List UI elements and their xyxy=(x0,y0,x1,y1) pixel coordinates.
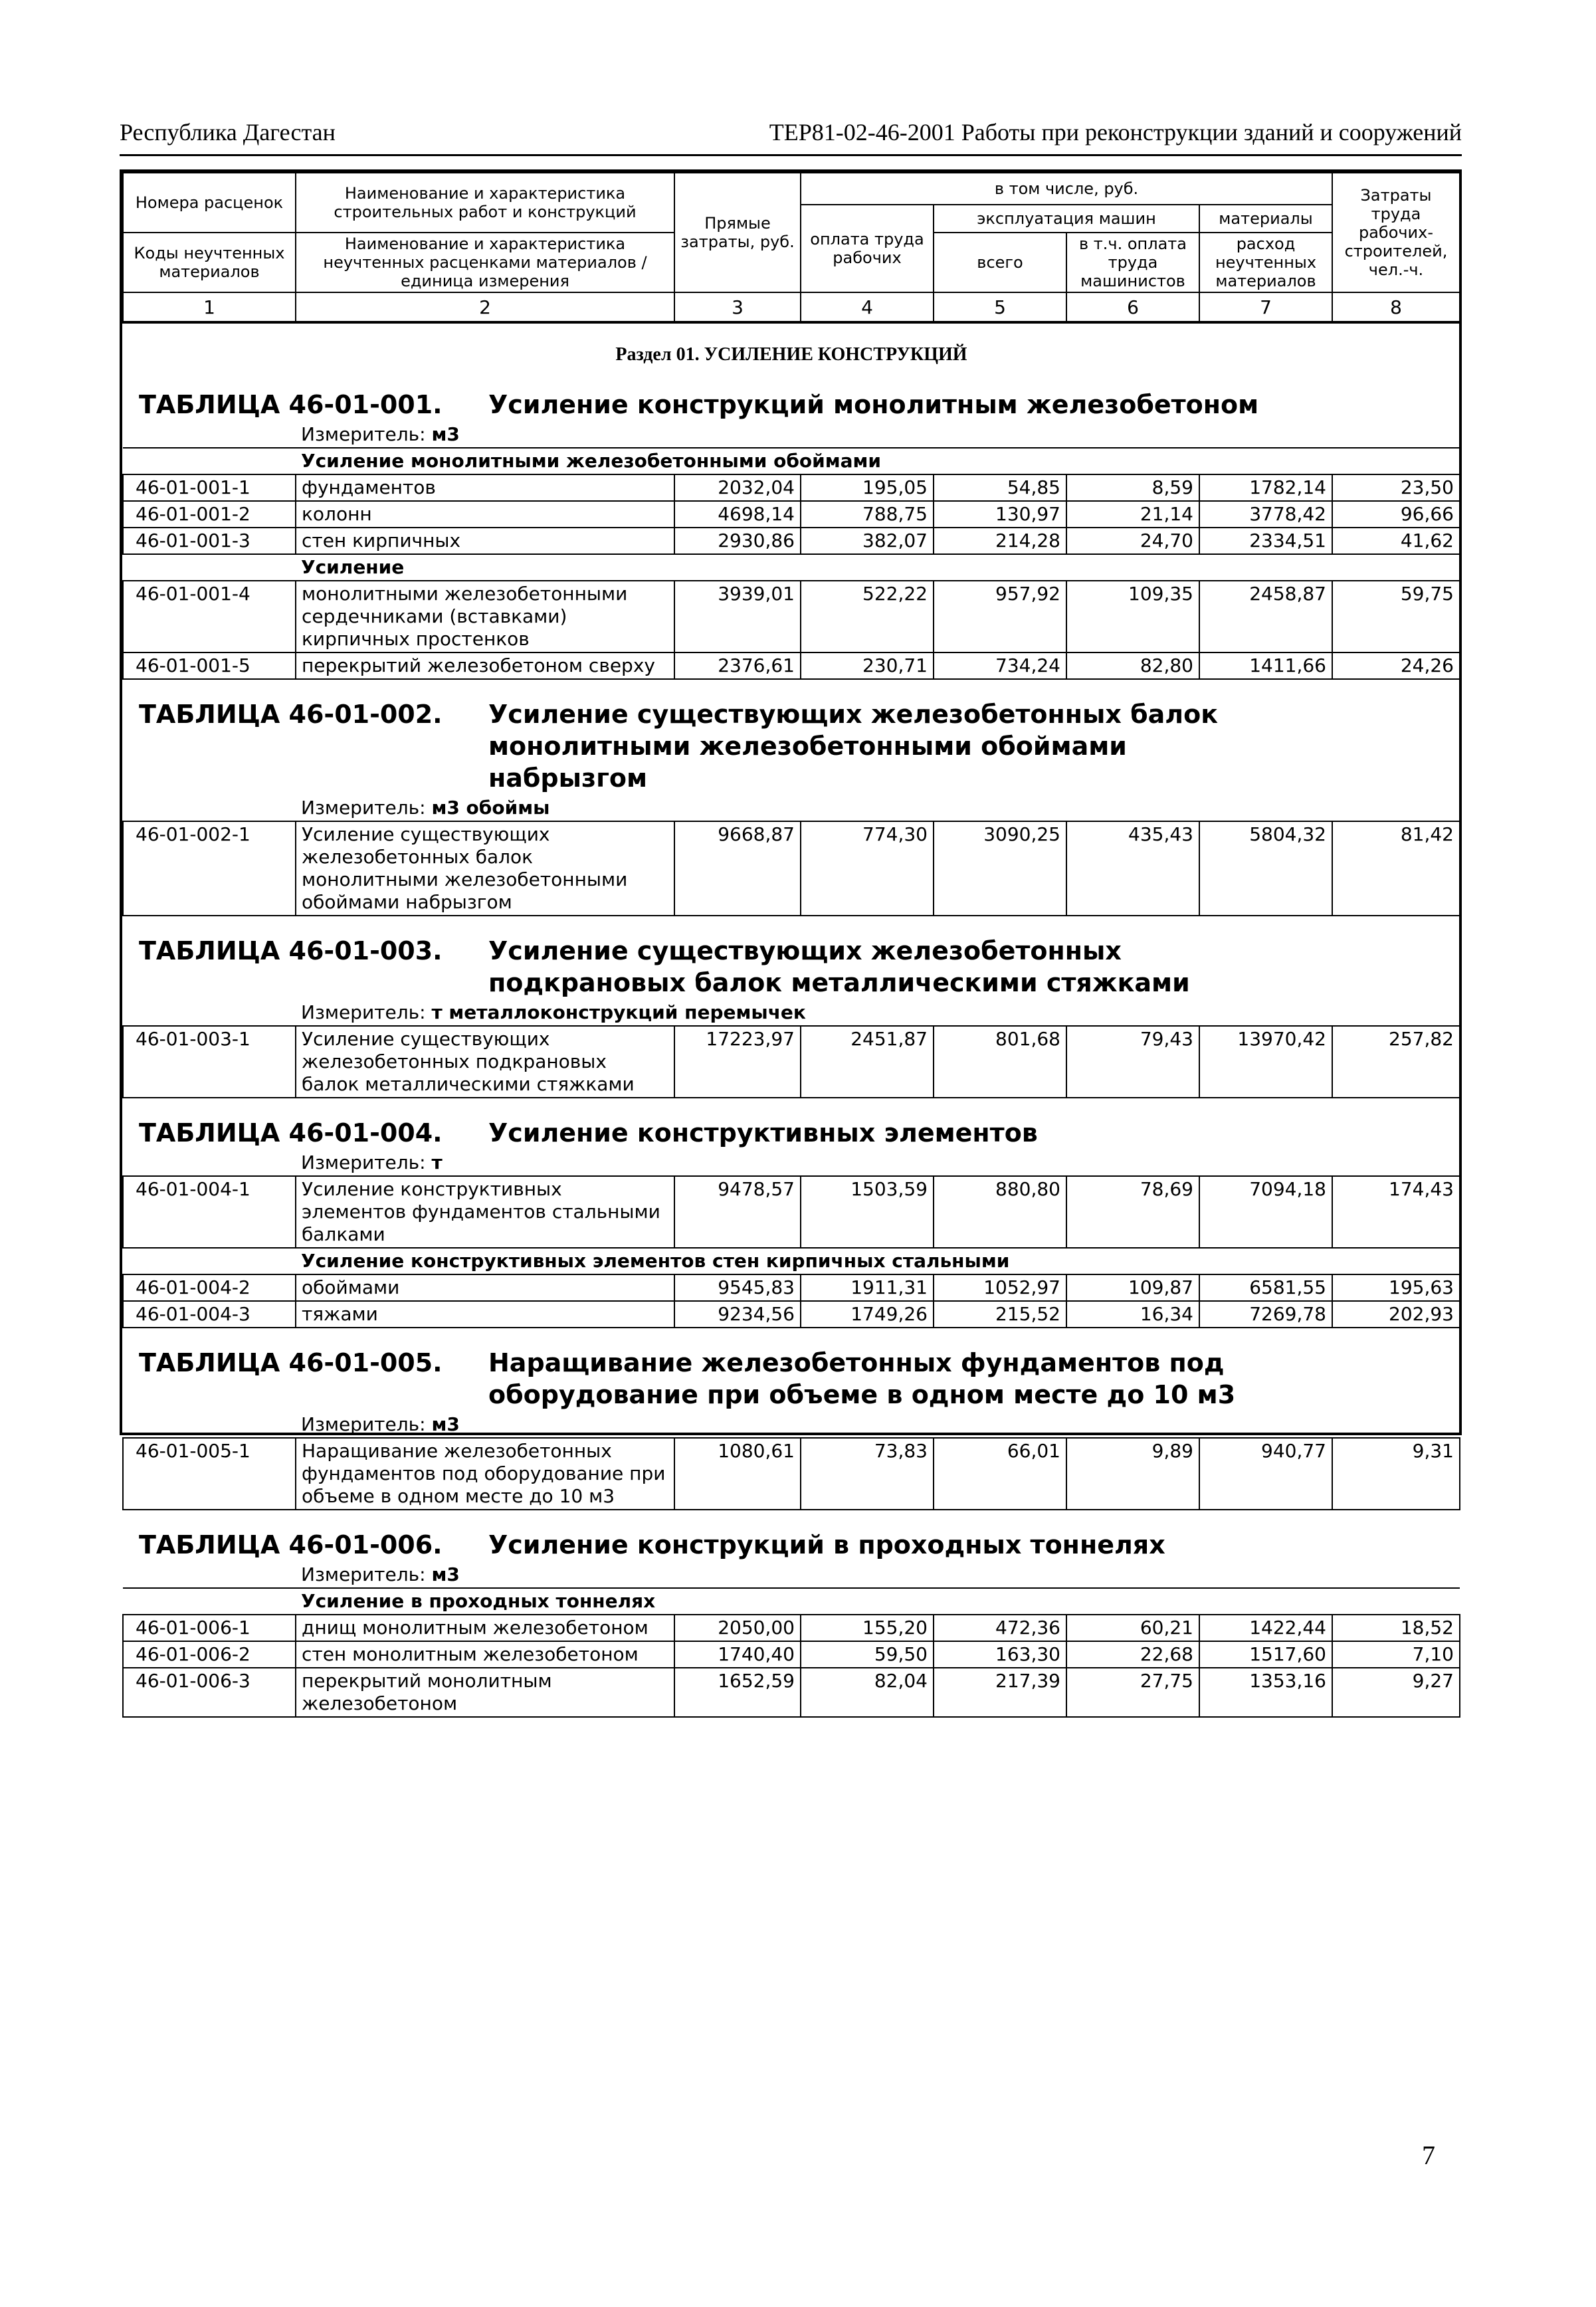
meter-row xyxy=(123,422,1460,448)
column-number-row xyxy=(123,292,1460,322)
rate-code: 46-01-006-2 xyxy=(123,1641,296,1668)
labor-costs: 18,52 xyxy=(1332,1615,1460,1641)
column-number: 7 xyxy=(1199,292,1332,322)
rate-code: 46-01-001-2 xyxy=(123,501,296,528)
work-name: монолитными железобетонными сердечниками (вставками) кирпичных простенков xyxy=(296,581,674,652)
direct-costs: 3939,01 xyxy=(674,581,801,652)
labor-costs: 23,50 xyxy=(1332,474,1460,501)
labor-costs: 41,62 xyxy=(1332,528,1460,554)
header-machinist-pay: в т.ч. оплата труда машинистов xyxy=(1066,233,1199,292)
direct-costs: 9668,87 xyxy=(674,821,801,916)
table-name: Усиление конструктивных элементов xyxy=(488,1118,1038,1148)
direct-costs: 1740,40 xyxy=(674,1641,801,1668)
table-body xyxy=(123,322,1460,1717)
table-row xyxy=(123,1668,1460,1717)
header-machines-total: всего xyxy=(934,233,1066,292)
machinist-pay: 22,68 xyxy=(1066,1641,1199,1668)
table-title-row xyxy=(123,1098,1460,1150)
meter xyxy=(123,1412,1460,1438)
table-row xyxy=(123,1176,1460,1248)
subhead-row xyxy=(123,1248,1460,1274)
machines-total: 801,68 xyxy=(934,1026,1066,1098)
header-work-name: Наименование и характеристика строительных работ и конструкций xyxy=(296,173,674,233)
table-label: ТАБЛИЦА 46-01-001. xyxy=(139,390,443,419)
material-use: 2334,51 xyxy=(1199,528,1332,554)
labor-costs: 202,93 xyxy=(1332,1301,1460,1328)
material-use: 940,77 xyxy=(1199,1438,1332,1510)
machines-total: 472,36 xyxy=(934,1615,1066,1641)
rate-code: 46-01-004-2 xyxy=(123,1274,296,1301)
direct-costs: 2032,04 xyxy=(674,474,801,501)
header-machines: эксплуатация машин xyxy=(934,205,1199,233)
worker-pay: 59,50 xyxy=(801,1641,934,1668)
meter xyxy=(123,795,1460,821)
material-use: 1411,66 xyxy=(1199,652,1332,679)
worker-pay: 155,20 xyxy=(801,1615,934,1641)
machinist-pay: 21,14 xyxy=(1066,501,1199,528)
rate-code: 46-01-001-3 xyxy=(123,528,296,554)
subhead-row xyxy=(123,448,1460,474)
worker-pay: 2451,87 xyxy=(801,1026,934,1098)
direct-costs: 17223,97 xyxy=(674,1026,801,1098)
page-number: 7 xyxy=(1422,2140,1435,2170)
subhead-spacer xyxy=(123,1588,296,1615)
table-row xyxy=(123,501,1460,528)
material-use: 1782,14 xyxy=(1199,474,1332,501)
table-row xyxy=(123,581,1460,652)
machinist-pay: 79,43 xyxy=(1066,1026,1199,1098)
meter-label: Измеритель: xyxy=(301,1413,426,1435)
work-name: Усиление существующих железобетонных подкрановых балок металлическими стяжками xyxy=(296,1026,674,1098)
material-use: 2458,87 xyxy=(1199,581,1332,652)
machinist-pay: 82,80 xyxy=(1066,652,1199,679)
meter-value: м3 xyxy=(431,1413,460,1435)
machines-total: 163,30 xyxy=(934,1641,1066,1668)
machines-total: 3090,25 xyxy=(934,821,1066,916)
page-header xyxy=(120,113,1462,153)
table-row xyxy=(123,1026,1460,1098)
table-title xyxy=(123,370,1460,422)
header-material-codes: Коды неучтенных материалов xyxy=(123,233,296,292)
header-direct-costs: Прямые затраты, руб. xyxy=(674,173,801,292)
header-rule xyxy=(120,154,1462,156)
material-use: 7269,78 xyxy=(1199,1301,1332,1328)
table-title xyxy=(123,916,1460,1000)
subhead: Усиление конструктивных элементов стен кирпичных стальными xyxy=(296,1248,1460,1274)
table-row xyxy=(123,821,1460,916)
table-row xyxy=(123,1274,1460,1301)
machinist-pay: 24,70 xyxy=(1066,528,1199,554)
work-name: Усиление конструктивных элементов фундаментов стальными балками xyxy=(296,1176,674,1248)
header-material-name: Наименование и характеристика неучтенных расценками материалов / единица измерения xyxy=(296,233,674,292)
material-use: 1517,60 xyxy=(1199,1641,1332,1668)
worker-pay: 382,07 xyxy=(801,528,934,554)
meter-value: м3 xyxy=(431,423,460,445)
work-name: Наращивание железобетонных фундаментов под оборудование при объеме в одном месте до 10 м3 xyxy=(296,1438,674,1510)
header-labor-costs: Затраты труда рабочих-строителей, чел.-ч. xyxy=(1332,173,1460,292)
table-name: Наращивание железобетонных фундаментов под оборудование при объеме в одном месте до 10 м3 xyxy=(488,1348,1236,1409)
section-title: Раздел 01. УСИЛЕНИЕ КОНСТРУКЦИЙ xyxy=(615,344,967,365)
meter-label: Измеритель: xyxy=(301,797,426,819)
column-number: 8 xyxy=(1332,292,1460,322)
table-row xyxy=(123,652,1460,679)
meter-label: Измеритель: xyxy=(301,1563,426,1585)
subhead: Усиление в проходных тоннелях xyxy=(296,1588,1460,1615)
table-row xyxy=(123,1615,1460,1641)
direct-costs: 2050,00 xyxy=(674,1615,801,1641)
work-name: фундаментов xyxy=(296,474,674,501)
table-label: ТАБЛИЦА 46-01-002. xyxy=(139,700,443,729)
material-use: 5804,32 xyxy=(1199,821,1332,916)
machines-total: 130,97 xyxy=(934,501,1066,528)
rate-code: 46-01-002-1 xyxy=(123,821,296,916)
worker-pay: 82,04 xyxy=(801,1668,934,1717)
rate-code: 46-01-005-1 xyxy=(123,1438,296,1510)
header-worker-pay: оплата труда рабочих xyxy=(801,205,934,292)
table-name: Усиление конструкций монолитным железобетоном xyxy=(488,390,1259,419)
rate-code: 46-01-001-1 xyxy=(123,474,296,501)
table-name: Усиление существующих железобетонных балок монолитными железобетонными обоймами набрызгом xyxy=(488,700,1219,793)
table-title-row xyxy=(123,916,1460,1000)
work-name: обоймами xyxy=(296,1274,674,1301)
meter xyxy=(123,1000,1460,1026)
machines-total: 734,24 xyxy=(934,652,1066,679)
machines-total: 66,01 xyxy=(934,1438,1066,1510)
labor-costs: 96,66 xyxy=(1332,501,1460,528)
work-name: днищ монолитным железобетоном xyxy=(296,1615,674,1641)
subhead-row xyxy=(123,1588,1460,1615)
rate-code: 46-01-001-4 xyxy=(123,581,296,652)
labor-costs: 24,26 xyxy=(1332,652,1460,679)
subhead: Усиление монолитными железобетонными обоймами xyxy=(296,448,1460,474)
worker-pay: 522,22 xyxy=(801,581,934,652)
work-name: стен монолитным железобетоном xyxy=(296,1641,674,1668)
table-label: ТАБЛИЦА 46-01-003. xyxy=(139,936,443,965)
labor-costs: 7,10 xyxy=(1332,1641,1460,1668)
labor-costs: 59,75 xyxy=(1332,581,1460,652)
material-use: 6581,55 xyxy=(1199,1274,1332,1301)
meter-value: м3 xyxy=(431,1563,460,1585)
direct-costs: 1652,59 xyxy=(674,1668,801,1717)
machines-total: 54,85 xyxy=(934,474,1066,501)
header-material-use: расход неучтенных материалов xyxy=(1199,233,1332,292)
work-name: перекрытий монолитным железобетоном xyxy=(296,1668,674,1717)
labor-costs: 195,63 xyxy=(1332,1274,1460,1301)
table-title xyxy=(123,1510,1460,1562)
rate-code: 46-01-004-1 xyxy=(123,1176,296,1248)
machines-total: 217,39 xyxy=(934,1668,1066,1717)
material-use: 1353,16 xyxy=(1199,1668,1332,1717)
worker-pay: 195,05 xyxy=(801,474,934,501)
meter xyxy=(123,1150,1460,1176)
machinist-pay: 109,35 xyxy=(1066,581,1199,652)
machinist-pay: 8,59 xyxy=(1066,474,1199,501)
worker-pay: 230,71 xyxy=(801,652,934,679)
machines-total: 215,52 xyxy=(934,1301,1066,1328)
direct-costs: 4698,14 xyxy=(674,501,801,528)
meter-row xyxy=(123,1000,1460,1026)
table-name: Усиление существующих железобетонных подкрановых балок металлическими стяжками xyxy=(488,936,1190,997)
subhead: Усиление xyxy=(296,554,1460,581)
table-title-row xyxy=(123,679,1460,795)
machinist-pay: 435,43 xyxy=(1066,821,1199,916)
labor-costs: 9,31 xyxy=(1332,1438,1460,1510)
direct-costs: 2930,86 xyxy=(674,528,801,554)
meter xyxy=(123,422,1460,448)
table-row xyxy=(123,1301,1460,1328)
worker-pay: 1911,31 xyxy=(801,1274,934,1301)
machinist-pay: 16,34 xyxy=(1066,1301,1199,1328)
column-number: 1 xyxy=(123,292,296,322)
meter-label: Измеритель: xyxy=(301,1152,426,1173)
worker-pay: 1749,26 xyxy=(801,1301,934,1328)
column-number: 3 xyxy=(674,292,801,322)
header-materials: материалы xyxy=(1199,205,1332,233)
machinist-pay: 109,87 xyxy=(1066,1274,1199,1301)
table-title-row xyxy=(123,1328,1460,1412)
direct-costs: 1080,61 xyxy=(674,1438,801,1510)
direct-costs: 9545,83 xyxy=(674,1274,801,1301)
meter-row xyxy=(123,1562,1460,1588)
column-number: 2 xyxy=(296,292,674,322)
work-name: перекрытий железобетоном сверху xyxy=(296,652,674,679)
table-title xyxy=(123,679,1460,795)
table-label: ТАБЛИЦА 46-01-006. xyxy=(139,1530,443,1559)
table-name: Усиление конструкций в проходных тоннелях xyxy=(488,1530,1165,1559)
table-row xyxy=(123,474,1460,501)
price-table xyxy=(122,172,1460,1718)
work-name: тяжами xyxy=(296,1301,674,1328)
header-rate-numbers: Номера расценок xyxy=(123,173,296,233)
table-row xyxy=(123,1438,1460,1510)
rate-code: 46-01-001-5 xyxy=(123,652,296,679)
table-header xyxy=(123,173,1460,292)
meter-value: т xyxy=(431,1152,443,1173)
table-row xyxy=(123,528,1460,554)
subhead-spacer xyxy=(123,1248,296,1274)
machinist-pay: 60,21 xyxy=(1066,1615,1199,1641)
machinist-pay: 9,89 xyxy=(1066,1438,1199,1510)
worker-pay: 788,75 xyxy=(801,501,934,528)
document-title: ТЕР81-02-46-2001 Работы при реконструкции зданий и сооружений xyxy=(769,119,1462,146)
machines-total: 880,80 xyxy=(934,1176,1066,1248)
labor-costs: 257,82 xyxy=(1332,1026,1460,1098)
machines-total: 957,92 xyxy=(934,581,1066,652)
labor-costs: 81,42 xyxy=(1332,821,1460,916)
worker-pay: 774,30 xyxy=(801,821,934,916)
rate-code: 46-01-003-1 xyxy=(123,1026,296,1098)
worker-pay: 73,83 xyxy=(801,1438,934,1510)
work-name: Усиление существующих железобетонных балок монолитными железобетонными обоймами набрызгом xyxy=(296,821,674,916)
meter-label: Измеритель: xyxy=(301,423,426,445)
table-title-row xyxy=(123,1510,1460,1562)
meter xyxy=(123,1562,1460,1588)
price-table-frame xyxy=(120,169,1462,1714)
meter-row xyxy=(123,1412,1460,1438)
subhead-spacer xyxy=(123,554,296,581)
meter-row xyxy=(123,795,1460,821)
material-use: 1422,44 xyxy=(1199,1615,1332,1641)
table-title xyxy=(123,1328,1460,1412)
work-name: стен кирпичных xyxy=(296,528,674,554)
table-title-row xyxy=(123,370,1460,422)
direct-costs: 2376,61 xyxy=(674,652,801,679)
machinist-pay: 27,75 xyxy=(1066,1668,1199,1717)
column-number: 4 xyxy=(801,292,934,322)
machinist-pay: 78,69 xyxy=(1066,1176,1199,1248)
header-including: в том числе, руб. xyxy=(801,173,1332,205)
rate-code: 46-01-006-1 xyxy=(123,1615,296,1641)
material-use: 13970,42 xyxy=(1199,1026,1332,1098)
work-name: колонн xyxy=(296,501,674,528)
meter-label: Измеритель: xyxy=(301,1001,426,1023)
region-name: Республика Дагестан xyxy=(120,119,336,146)
labor-costs: 9,27 xyxy=(1332,1668,1460,1717)
rate-code: 46-01-004-3 xyxy=(123,1301,296,1328)
labor-costs: 174,43 xyxy=(1332,1176,1460,1248)
column-number: 5 xyxy=(934,292,1066,322)
table-label: ТАБЛИЦА 46-01-004. xyxy=(139,1118,443,1148)
meter-value: м3 обоймы xyxy=(431,797,550,819)
table-label: ТАБЛИЦА 46-01-005. xyxy=(139,1348,443,1377)
subhead-row xyxy=(123,554,1460,581)
direct-costs: 9478,57 xyxy=(674,1176,801,1248)
machines-total: 1052,97 xyxy=(934,1274,1066,1301)
subhead-spacer xyxy=(123,448,296,474)
meter-row xyxy=(123,1150,1460,1176)
direct-costs: 9234,56 xyxy=(674,1301,801,1328)
material-use: 3778,42 xyxy=(1199,501,1332,528)
material-use: 7094,18 xyxy=(1199,1176,1332,1248)
worker-pay: 1503,59 xyxy=(801,1176,934,1248)
table-title xyxy=(123,1098,1460,1150)
table-row xyxy=(123,1641,1460,1668)
rate-code: 46-01-006-3 xyxy=(123,1668,296,1717)
machines-total: 214,28 xyxy=(934,528,1066,554)
meter-value: т металлоконструкций перемычек xyxy=(431,1001,806,1023)
column-number: 6 xyxy=(1066,292,1199,322)
